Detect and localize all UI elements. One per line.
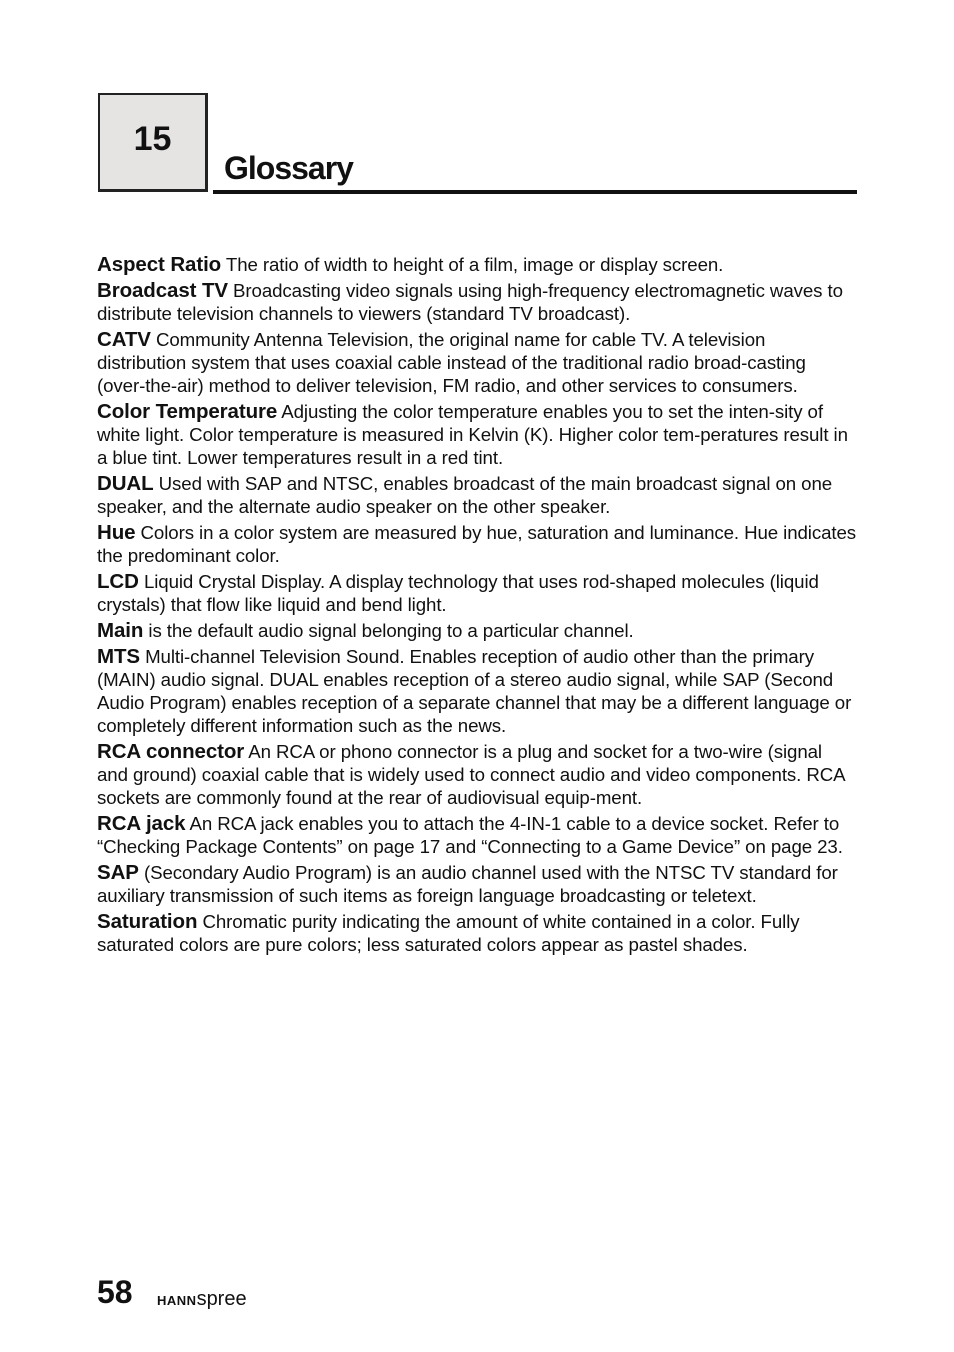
glossary-entry-main <box>97 619 857 642</box>
glossary-entry-mts <box>97 645 857 737</box>
page-number: 58 <box>97 1274 133 1310</box>
glossary-term: Main <box>97 619 144 642</box>
glossary-term: DUAL <box>97 472 154 495</box>
glossary-term: Broadcast TV <box>97 279 228 302</box>
glossary-entry-dual <box>97 472 857 518</box>
brand-logo-light: spree <box>196 1288 247 1310</box>
glossary-definition: An RCA jack enables you to attach the 4-IN-1 cable to a device socket. Refer to “Checking Package Contents” on page 17 and “Connecting to a Game Device” on page 23. <box>97 813 843 857</box>
glossary-entry-lcd <box>97 570 857 616</box>
glossary-definition: Community Antenna Television, the original name for cable TV. A television distribution system that uses coaxial cable instead of the traditional radio broad-casting (over-the-air) method to deliver television, FM radio, and other services to consumers. <box>97 329 806 396</box>
glossary-term: Hue <box>97 521 136 544</box>
glossary-term: SAP <box>97 861 139 884</box>
glossary-definition: is the default audio signal belonging to a particular channel. <box>148 620 634 641</box>
glossary-definition: Broadcasting video signals using high-frequency electromagnetic waves to distribute television channels to viewers (standard TV broadcast). <box>97 280 843 324</box>
glossary-entry-rca-jack <box>97 812 857 858</box>
glossary-term: Color Temperature <box>97 400 278 423</box>
glossary-term: LCD <box>97 570 139 593</box>
glossary-list <box>97 253 857 959</box>
glossary-definition: An RCA or phono connector is a plug and socket for a two-wire (signal and ground) coaxial cable that is widely used to connect audio and video components. RCA sockets are commonly found at the rear of audiovisual equip-ment. <box>97 741 845 808</box>
glossary-definition: The ratio of width to height of a film, image or display screen. <box>225 254 724 275</box>
chapter-number: 15 <box>133 120 172 158</box>
glossary-entry-catv <box>97 328 857 397</box>
glossary-definition: Multi-channel Television Sound. Enables reception of audio other than the primary (MAIN) audio signal. DUAL enables reception of a stereo audio signal, while SAP (Second Audio Program) enables reception of a separate channel that may be a different language or completely different information such as the news. <box>97 646 852 736</box>
glossary-term: Aspect Ratio <box>97 253 222 276</box>
glossary-entry-aspect-ratio <box>97 253 857 276</box>
glossary-definition: Adjusting the color temperature enables you to set the inten-sity of white light. Color temperature is measured in Kelvin (K). Higher color tem-peratures result in a blue tint. Lower temperatures result in a red tint. <box>97 401 848 468</box>
glossary-entry-rca-connector <box>97 740 857 809</box>
glossary-definition: Colors in a color system are measured by hue, saturation and luminance. Hue indicates the predominant color. <box>97 522 857 566</box>
glossary-entry-sap <box>97 861 857 907</box>
chapter-title: Glossary <box>224 150 353 186</box>
glossary-definition: (Secondary Audio Program) is an audio channel used with the NTSC TV standard for auxiliary transmission of such items as foreign language broadcasting or teletext. <box>97 862 838 906</box>
glossary-term: RCA connector <box>97 740 245 763</box>
glossary-definition: Chromatic purity indicating the amount of white contained in a color. Fully saturated colors are pure colors; less saturated colors appear as pastel shades. <box>97 911 800 955</box>
brand-logo <box>157 1288 247 1311</box>
brand-logo-bold: HANN <box>157 1293 197 1308</box>
glossary-term: MTS <box>97 645 140 668</box>
glossary-term: RCA jack <box>97 812 186 835</box>
chapter-number-box <box>98 93 208 192</box>
glossary-definition: Used with SAP and NTSC, enables broadcast of the main broadcast signal on one speaker, and the alternate audio speaker on the other speaker. <box>97 473 833 517</box>
glossary-definition: Liquid Crystal Display. A display technology that uses rod-shaped molecules (liquid crystals) that flow like liquid and bend light. <box>97 571 819 615</box>
glossary-entry-color-temperature <box>97 400 857 469</box>
title-rule <box>213 190 857 194</box>
glossary-entry-saturation <box>97 910 857 956</box>
glossary-term: CATV <box>97 328 151 351</box>
glossary-entry-broadcast-tv <box>97 279 857 325</box>
glossary-entry-hue <box>97 521 857 567</box>
glossary-term: Saturation <box>97 910 198 933</box>
